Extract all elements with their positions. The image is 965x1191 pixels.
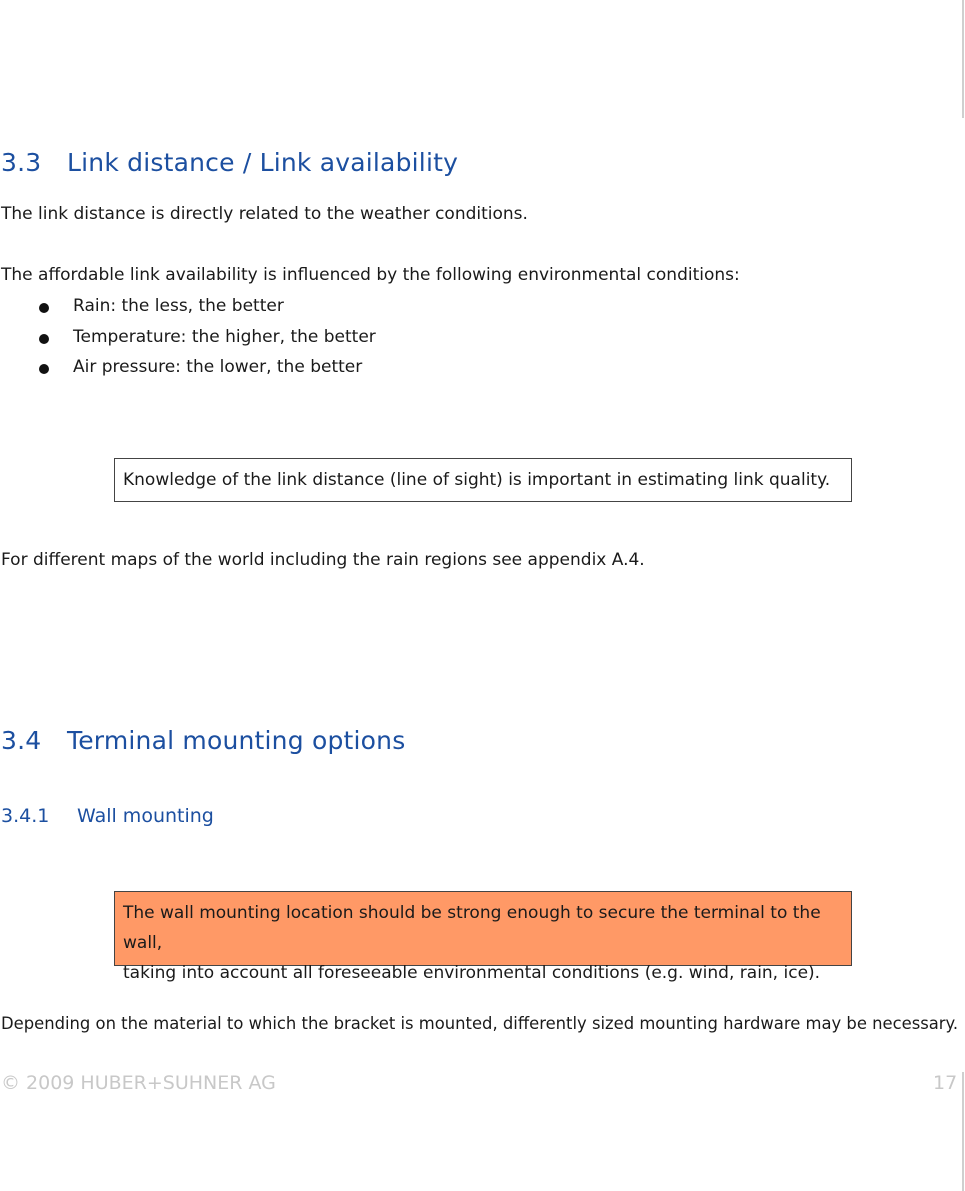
- section-3-4-heading: [1, 726, 405, 755]
- bullet-icon: [39, 303, 49, 313]
- warning-line: The wall mounting location should be strong enough to secure the terminal to the wall,: [123, 903, 821, 953]
- note-box: [114, 458, 852, 502]
- warning-box: [114, 891, 852, 983]
- note-text: Knowledge of the link distance (line of sight) is important in estimating link quality.: [123, 470, 831, 490]
- section-title: Terminal mounting options: [67, 726, 406, 755]
- paragraph-mounting-hardware: Depending on the material to which the bracket is mounted, differently sized mounting hardware may be necessary.: [1, 1014, 959, 1033]
- subsection-number: 3.4.1: [1, 805, 50, 827]
- paragraph-availability: The affordable link availability is influenced by the following environmental conditions:: [1, 265, 740, 285]
- section-title: Link distance / Link availability: [67, 148, 459, 177]
- section-number: 3.3: [1, 148, 42, 177]
- margin-rule-bottom: [962, 1072, 964, 1191]
- bullet-icon: [39, 364, 49, 374]
- section-number: 3.4: [1, 726, 42, 755]
- list-item-text: Rain: the less, the better: [73, 296, 284, 316]
- list-item-text: Air pressure: the lower, the better: [73, 357, 363, 377]
- list-item-text: Temperature: the higher, the better: [73, 327, 376, 347]
- margin-rule-top: [962, 0, 964, 118]
- paragraph-rain-maps: For different maps of the world including the rain regions see appendix A.4.: [1, 550, 645, 570]
- paragraph-link-distance: The link distance is directly related to the weather conditions.: [1, 204, 528, 224]
- footer-copyright: © 2009 HUBER+SUHNER AG: [1, 1072, 276, 1094]
- page-number: 17: [933, 1072, 958, 1094]
- subsection-title: Wall mounting: [77, 805, 214, 827]
- section-3-3-heading: [1, 148, 458, 177]
- bullet-icon: [39, 334, 49, 344]
- warning-line: taking into account all foreseeable environmental conditions (e.g. wind, rain, ice).: [123, 963, 821, 983]
- section-3-4-1-heading: [1, 805, 214, 827]
